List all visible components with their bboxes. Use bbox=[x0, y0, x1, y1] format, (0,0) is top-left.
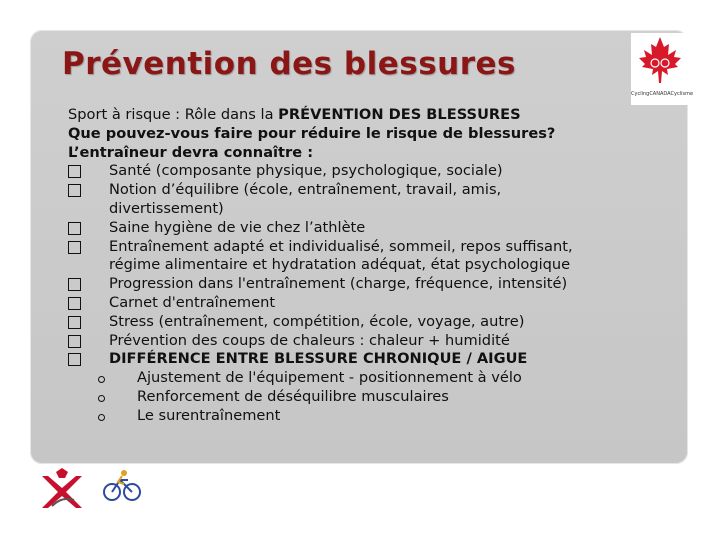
sub-list-item bbox=[68, 369, 668, 388]
checkbox-bullet-icon bbox=[68, 353, 81, 366]
list-item bbox=[68, 332, 668, 351]
coaching-association-logo bbox=[36, 466, 88, 514]
checkbox-bullet-icon bbox=[68, 316, 81, 329]
list-item-text: Carnet d'entraînement bbox=[109, 293, 276, 311]
sub-list-item-text: Renforcement de déséquilibre musculaires bbox=[137, 387, 449, 405]
circle-bullet-icon bbox=[98, 414, 105, 421]
circle-bullet-icon bbox=[98, 395, 105, 402]
list-item-text: Notion d’équilibre (école, entraînement, travail, amis, bbox=[109, 181, 502, 199]
cyclist-logo bbox=[100, 468, 146, 514]
circle-bullet-icon bbox=[98, 376, 105, 383]
slide-title: Prévention des blessures bbox=[62, 46, 516, 82]
cycling-canada-caption: CyclingCANADACyclisme bbox=[631, 91, 694, 97]
list-item bbox=[68, 162, 668, 181]
list-item bbox=[68, 275, 668, 294]
list-item bbox=[68, 238, 668, 276]
coaching-association-logo-icon bbox=[36, 466, 88, 514]
sub-list-item bbox=[68, 407, 668, 426]
sub-list-item-text: Le surentraînement bbox=[137, 406, 281, 424]
maple-leaf-icon bbox=[631, 33, 689, 91]
cyclist-logo-icon bbox=[100, 468, 146, 504]
checkbox-bullet-icon bbox=[68, 165, 81, 178]
list-item-text: Prévention des coups de chaleurs : chaleur + humidité bbox=[109, 331, 510, 349]
intro-line-1-prefix: Sport à risque : Rôle dans la bbox=[68, 106, 279, 123]
list-item bbox=[68, 294, 668, 313]
list-item-text: Saine hygiène de vie chez l’athlète bbox=[109, 218, 366, 236]
list-item-text: Santé (composante physique, psychologique, sociale) bbox=[109, 162, 503, 180]
cycling-canada-logo bbox=[631, 33, 694, 105]
intro-line-1-emphasis: PRÉVENTION DES BLESSURES bbox=[278, 106, 521, 123]
list-item bbox=[68, 181, 668, 219]
list-item-text: DIFFÉRENCE ENTRE BLESSURE CHRONIQUE / AIGUE bbox=[109, 350, 528, 368]
list-item-text: Progression dans l'entraînement (charge, fréquence, intensité) bbox=[109, 275, 568, 293]
checkbox-bullet-icon bbox=[68, 222, 81, 235]
checkbox-bullet-icon bbox=[68, 278, 81, 291]
intro-line-1 bbox=[68, 106, 668, 125]
checkbox-bullet-icon bbox=[68, 184, 81, 197]
list-item-text: régime alimentaire et hydratation adéquat, état psychologique bbox=[109, 256, 571, 274]
intro-line-3: L’entraîneur devra connaître : bbox=[68, 143, 314, 161]
list-item bbox=[68, 313, 668, 332]
list-item-text: Stress (entraînement, compétition, école, voyage, autre) bbox=[109, 312, 525, 330]
checkbox-bullet-icon bbox=[68, 335, 81, 348]
list-item bbox=[68, 350, 668, 369]
checkbox-bullet-icon bbox=[68, 297, 81, 310]
list-item-text: divertissement) bbox=[109, 199, 224, 217]
bullet-list bbox=[68, 162, 668, 369]
intro-line-2: Que pouvez-vous faire pour réduire le risque de blessures? bbox=[68, 124, 556, 142]
list-item bbox=[68, 219, 668, 238]
checkbox-bullet-icon bbox=[68, 241, 81, 254]
list-item-text: Entraînement adapté et individualisé, sommeil, repos suffisant, bbox=[109, 237, 573, 255]
sub-list-item bbox=[68, 388, 668, 407]
sub-bullet-list bbox=[68, 369, 668, 425]
sub-list-item-text: Ajustement de l'équipement - positionnement à vélo bbox=[137, 369, 522, 387]
slide-body bbox=[68, 106, 668, 426]
